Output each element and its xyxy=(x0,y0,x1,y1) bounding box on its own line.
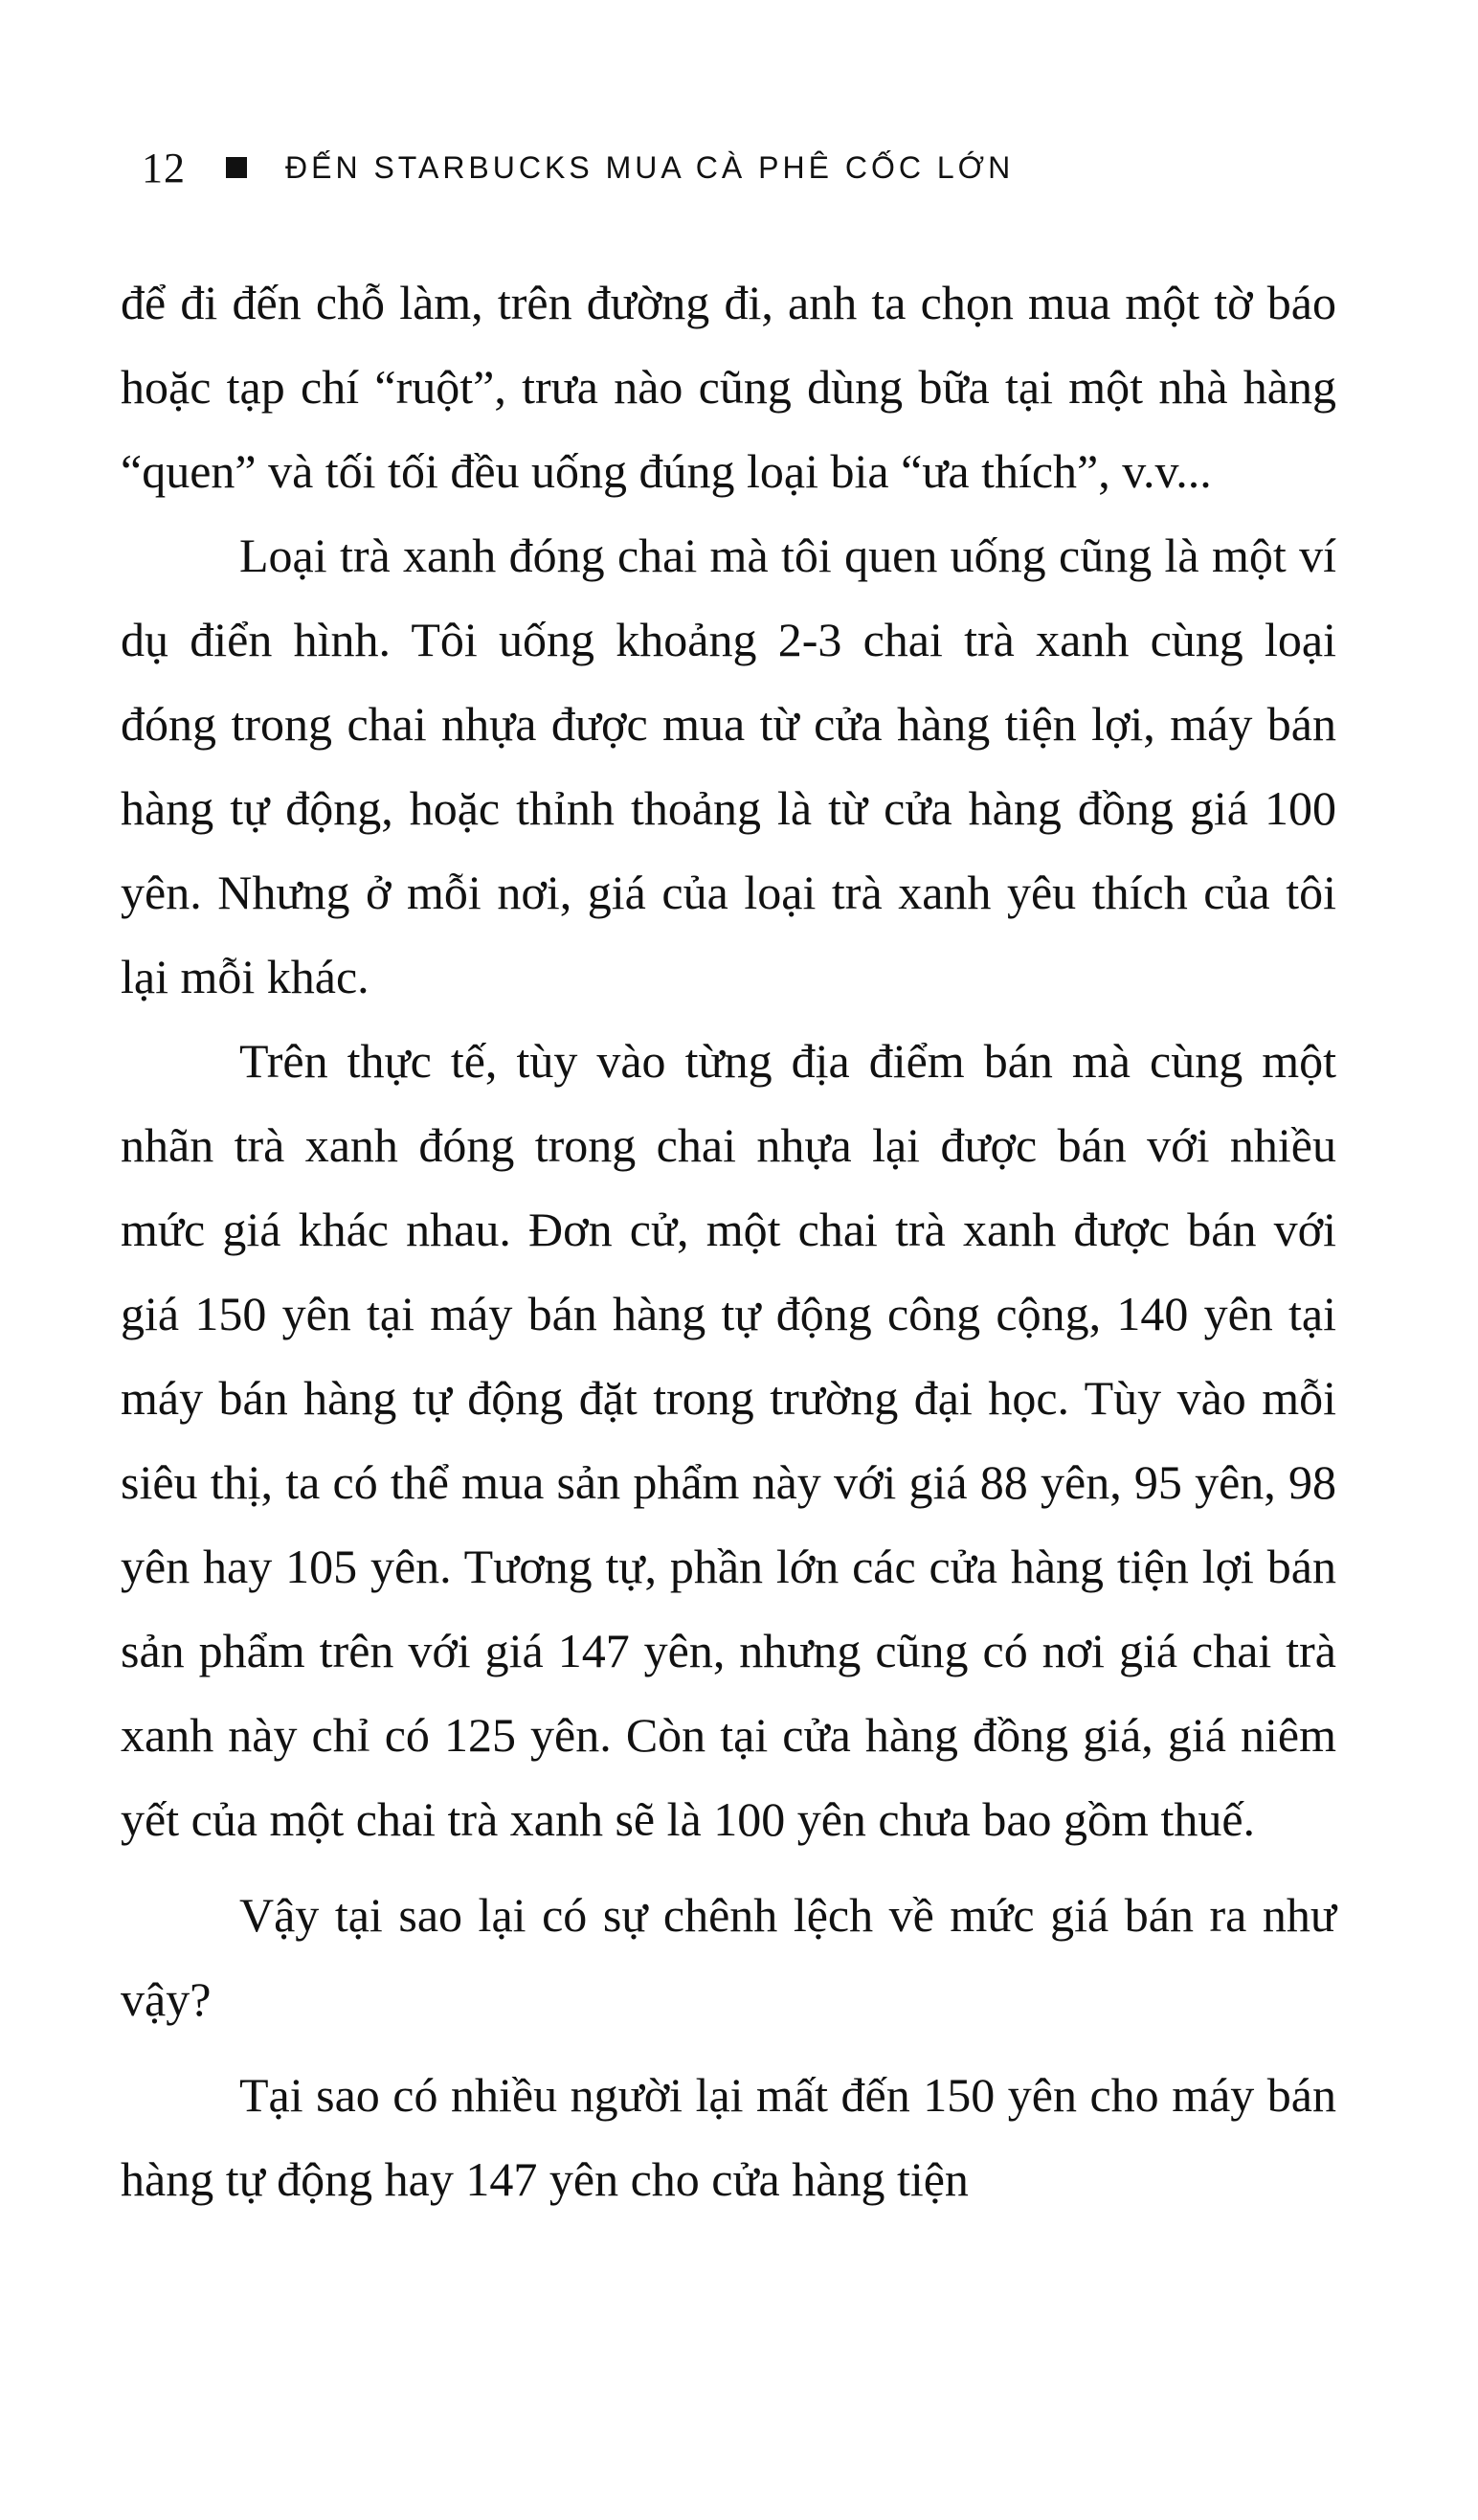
paragraph: Trên thực tế, tùy vào từng địa điểm bán mà cùng một nhãn trà xanh đóng trong chai nhựa lại được bán với nhiều mức giá khác nhau. Đơn cử, một chai trà xanh được bán với giá 150 yên tại máy bán hàng tự động công cộng, 140 yên tại máy bán hàng tự động đặt trong trường đại học. Tùy vào mỗi siêu thị, ta có thể mua sản phẩm này với giá 88 yên, 95 yên, 98 yên hay 105 yên. Tương tự, phần lớn các cửa hàng tiện lợi bán sản phẩm trên với giá 147 yên, nhưng cũng có nơi giá chai trà xanh này chỉ có 125 yên. Còn tại cửa hàng đồng giá, giá niêm yết của một chai trà xanh sẽ là 100 yên chưa bao gồm thuế. xyxy=(121,1034,1336,1846)
paragraph: Tại sao có nhiều người lại mất đến 150 yên cho máy bán hàng tự động hay 147 yên cho cửa hàng tiện xyxy=(121,2068,1336,2206)
page-number: 12 xyxy=(142,144,186,191)
paragraph: Loại trà xanh đóng chai mà tôi quen uống cũng là một ví dụ điển hình. Tôi uống khoảng 2-3 chai trà xanh cùng loại đóng trong chai nhựa được mua từ cửa hàng tiện lợi, máy bán hàng tự động, hoặc thỉnh thoảng là từ cửa hàng đồng giá 100 yên. Nhưng ở mỗi nơi, giá của loại trà xanh yêu thích của tôi lại mỗi khác. xyxy=(121,529,1336,1003)
running-header xyxy=(142,134,1014,201)
paragraph-continued: để đi đến chỗ làm, trên đường đi, anh ta chọn mua một tờ báo hoặc tạp chí “ruột”, trưa nào cũng dùng bữa tại một nhà hàng “quen” và tối tối đều uống đúng loại bia “ưa thích”, v.v... xyxy=(121,276,1336,498)
body-text xyxy=(121,260,1336,2221)
paragraph: Vậy tại sao lại có sự chênh lệch về mức giá bán ra như vậy? xyxy=(121,1888,1336,2026)
running-title: ĐẾN STARBUCKS MUA CÀ PHÊ CỐC LỚN xyxy=(285,149,1015,185)
square-bullet-icon xyxy=(226,157,247,178)
